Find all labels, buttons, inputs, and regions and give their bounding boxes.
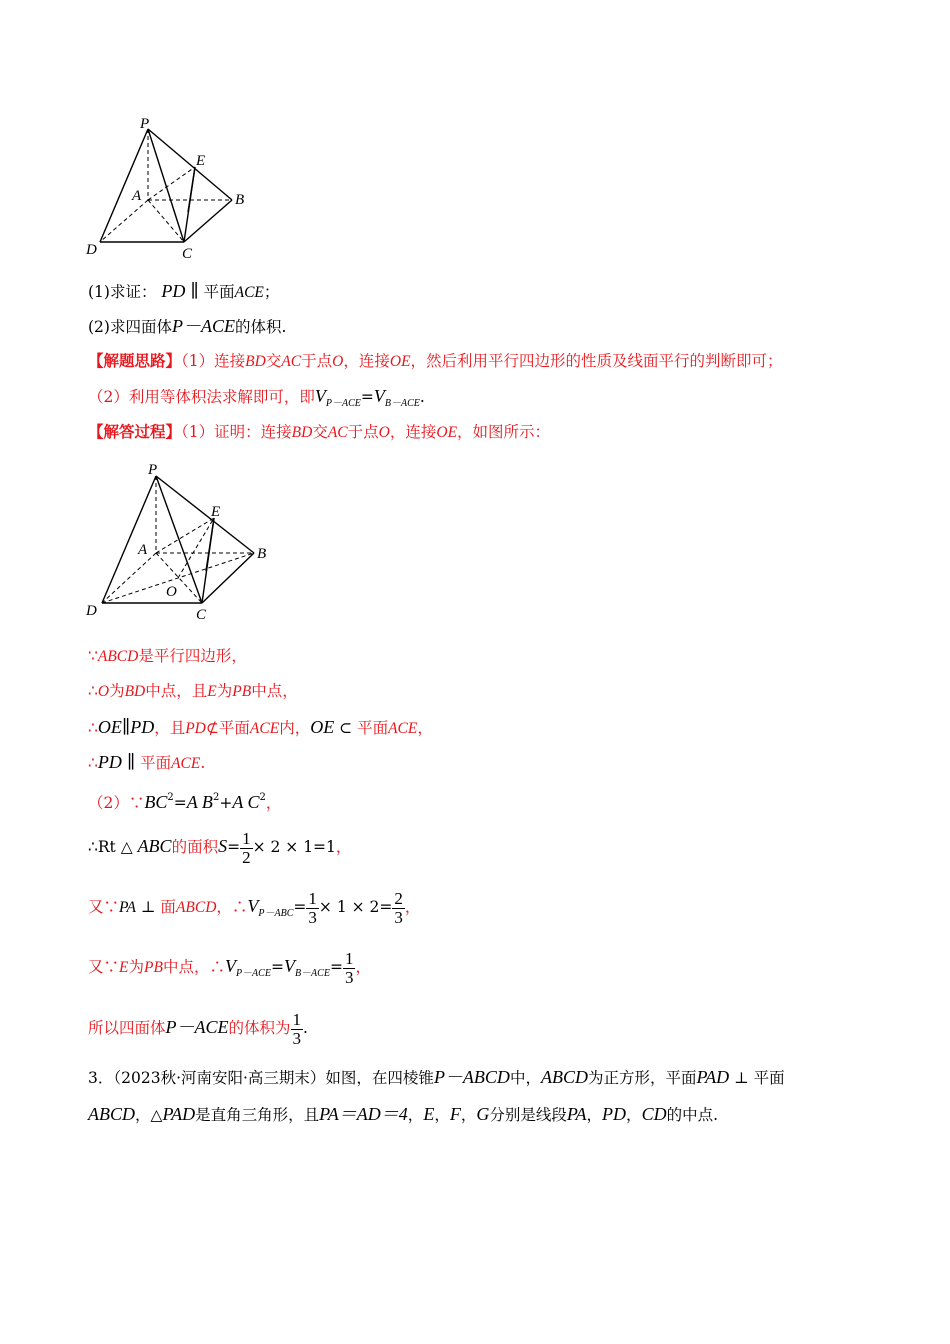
step-6: ∴Rt △ ABC的面积S= $\frac{1}{2}$ × 2 × 1=1， — [88, 828, 352, 867]
solution-idea-line-2: （2）利用等体积法求解即可，即$V_{P-ACE}=V_{B-ACE}$. — [88, 386, 425, 409]
problem-3-line-1: 3．（2023秋·河南安阳·高三期末）如图，在四棱锥P－ABCD中，ABCD为正方形，平面PAD ⊥ 平面 — [88, 1067, 785, 1087]
question-2: (2)求四面体P－ACE的体积. — [88, 316, 287, 336]
label-c: C — [182, 246, 193, 262]
step-1: ∵ABCD是平行四边形， — [88, 647, 247, 665]
label-p: P — [148, 462, 158, 478]
solution-process-line-1: 【解答过程】（1）证明：连接BD交AC于点O，连接OE，如图所示： — [88, 422, 551, 441]
fraction-one-third: $\frac{1}{3}$ — [344, 948, 354, 987]
label-e: E — [211, 504, 221, 520]
label-b: B — [235, 192, 245, 208]
fraction-one-half: $\frac{1}{2}$ — [242, 828, 251, 867]
pyramid-figure-1 — [80, 112, 270, 267]
step-4: ∴PD ∥ 平面ACE. — [88, 752, 206, 773]
label-p: P — [140, 116, 150, 132]
step-8: 又∵E为PB中点，$\therefore V_{P-ACE}=V_{B-ACE}=$ $\frac{1}{3}$ ， — [88, 948, 371, 987]
pyramid-figure-2 — [80, 456, 280, 626]
label-o: O — [166, 584, 177, 600]
step-3: ∴OE∥PD，且PD⊄平面ACE内，OE ⊂ 平面ACE， — [88, 717, 433, 738]
step-9: 所以四面体P－ACE的体积为 $\frac{1}{3}$ . — [88, 1009, 308, 1048]
step-2: ∴O为BD中点，且E为PB中点， — [88, 682, 298, 700]
label-d: D — [86, 242, 97, 258]
label-a: A — [132, 188, 142, 204]
fraction-one-third: $\frac{1}{3}$ — [308, 888, 317, 927]
step-7: 又∵PA ⊥ 面ABCD，$\therefore V_{P-ABC}=$ $\frac{1}{3}$ × 1 × 2= $\frac{2}{3}$ ， — [88, 888, 421, 927]
question-1: (1)求证： PD ∥ 平面ACE； — [88, 281, 280, 302]
solution-idea-line-1: 【解题思路】（1）连接BD交AC于点O，连接OE，然后利用平行四边形的性质及线面平行的判断即可； — [88, 351, 783, 370]
label-a: A — [138, 542, 148, 558]
label-b: B — [257, 546, 267, 562]
label-d: D — [86, 603, 97, 619]
label-c: C — [196, 607, 207, 623]
label-e: E — [196, 153, 206, 169]
fraction-one-third: $\frac{1}{3}$ — [292, 1009, 302, 1048]
step-5: $(2)\because BC^2=A$ $B^2+A$ $C^2$， — [88, 792, 282, 812]
problem-3-line-2: ABCD，△PAD是直角三角形，且PA＝AD＝4，E，F，G分别是线段PA，PD，CD的中点. — [88, 1104, 719, 1124]
fraction-two-thirds: $\frac{2}{3}$ — [394, 888, 403, 927]
